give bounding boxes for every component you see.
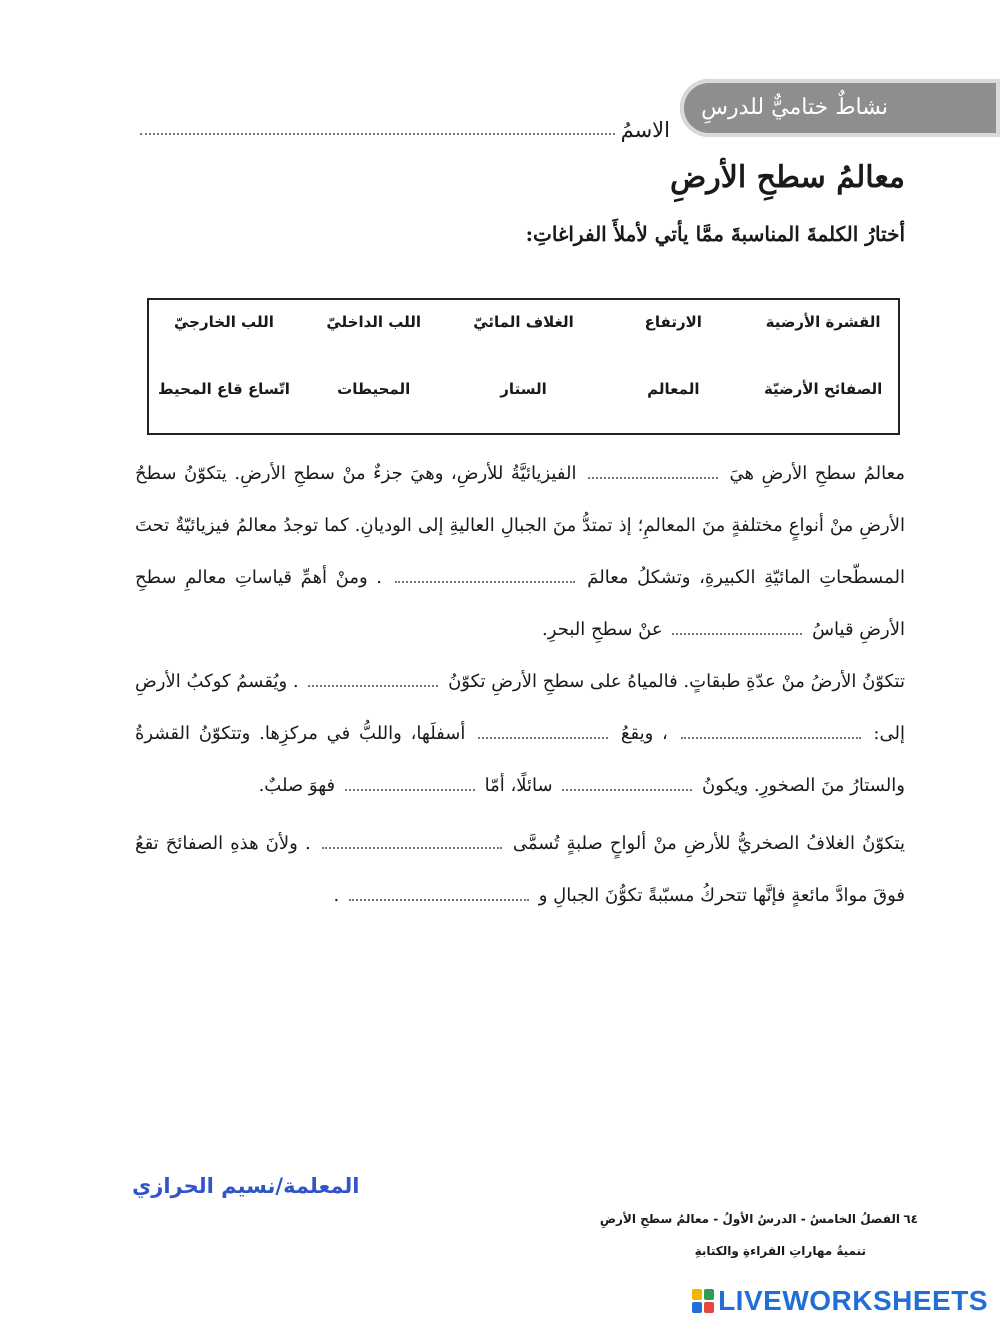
teacher-name: المعلمة/نسيم الحرازي — [132, 1174, 360, 1198]
word-bank-item: الغلاف المائيّ — [473, 313, 574, 331]
word-bank-row-2 — [149, 380, 898, 410]
logo-icon-square — [692, 1289, 702, 1300]
paragraph-text: ، ويقعُ — [620, 723, 668, 744]
paragraph-text: معالمُ سطحِ الأرضِ هيَ — [729, 463, 905, 484]
word-bank-row-1 — [149, 313, 898, 343]
word-bank — [147, 298, 900, 435]
word-bank-item: اللب الخارجيّ — [174, 313, 274, 331]
activity-tab — [680, 79, 1000, 137]
paragraph-text: سائلًا، أمّا — [484, 775, 553, 796]
liveworksheets-logo[interactable] — [692, 1284, 988, 1318]
logo-icon-square — [704, 1289, 714, 1300]
instructions: أختارُ الكلمةَ المناسبةَ ممَّا يأتي لأملأَ الفراغاتِ: — [525, 222, 905, 246]
activity-tab-label: نشاطٌ ختاميٌّ للدرسِ — [701, 95, 888, 120]
paragraph-text: . ولأنَ هذهِ الصفائحَ تقعُ فوقَ موادَّ مائعةٍ فإنَّها تتحركُ مسبّبةً تكوُّنَ الجبالِ و — [135, 833, 905, 906]
word-bank-item: المعالم — [647, 380, 700, 398]
page-title: معالمُ سطحِ الأرضِ — [670, 160, 905, 195]
blank-input-9[interactable] — [322, 833, 502, 849]
word-bank-item: الارتفاع — [644, 313, 702, 331]
paragraph-text: فهوَ صلبٌ. — [258, 775, 336, 796]
word-bank-item: اللب الداخليّ — [326, 313, 422, 331]
student-name-row — [140, 112, 670, 142]
blank-input-6[interactable] — [478, 723, 608, 739]
logo-icon-square — [692, 1302, 702, 1313]
logo-icon — [692, 1289, 714, 1313]
paragraph-text: . — [333, 885, 340, 906]
word-bank-item: القشرة الأرضية — [765, 313, 881, 331]
paragraph-text: . ومنْ أهمِّ قياساتِ معالمِ سطحِ الأرضِ قياسُ — [135, 567, 905, 640]
paragraph-text: الفيزيائيَّةُ للأرضِ، وهيَ جزءٌ منْ سطحِ الأرضِ. يتكوّنُ سطحُ الأرضِ منْ أنواعٍ مختلفةٍ منَ المعالمِ؛ إذ تمتدُّ منَ الجبالِ العاليةِ إلى الوديانِ. كما توجدُ معالمُ فيزيائيّةٌ تحتَ المسطّحاتِ المائيّةِ الكبيرةِ، وتشكلُ معالمَ — [135, 463, 905, 588]
blank-input-2[interactable] — [395, 567, 575, 583]
footer-skill: تنميةُ مهاراتِ القراءةِ والكتابةِ — [694, 1244, 866, 1258]
word-bank-item: الصفائح الأرضيّة — [763, 380, 883, 398]
word-bank-item: اتّساع قاع المحيط — [157, 380, 290, 398]
name-label: الاسمُ — [620, 118, 670, 142]
blank-input-4[interactable] — [308, 671, 438, 687]
logo-text: LIVEWORKSHEETS — [718, 1285, 988, 1316]
paragraph-landforms — [135, 448, 905, 656]
paragraph-text: يتكوّنُ الغلافُ الصخريُّ للأرضِ منْ ألواحٍ صلبةٍ تُسمَّى — [512, 833, 905, 854]
footer-chapter: الفصلُ الخامسُ - الدرسُ الأولُ - معالمُ سطحِ الأرضِ — [599, 1212, 900, 1226]
blank-input-1[interactable] — [588, 463, 718, 479]
word-bank-item: المحيطات — [337, 380, 411, 398]
name-field[interactable] — [140, 133, 615, 135]
logo-icon-square — [704, 1302, 714, 1313]
blank-input-5[interactable] — [681, 723, 861, 739]
paragraph-plates — [135, 818, 905, 922]
paragraph-text: أسفلَها، واللبُّ في مركزِها. وتتكوّنُ القشرةُ والستارُ منَ الصخورِ. ويكونُ — [135, 723, 905, 796]
blank-input-7[interactable] — [562, 775, 692, 791]
blank-input-8[interactable] — [345, 775, 475, 791]
paragraph-earth-layers — [135, 656, 905, 812]
blank-input-3[interactable] — [672, 619, 802, 635]
paragraph-text: . ويُقسمُ كوكبُ الأرضِ إلى: — [135, 671, 905, 744]
page-number-text: ٦٤ — [903, 1212, 918, 1226]
paragraph-text: عنْ سطحِ البحرِ. — [542, 619, 663, 640]
paragraph-text: تتكوّنُ الأرضُ منْ عدّةِ طبقاتٍ. فالمياهُ على سطحِ الأرضِ تكوّنُ — [448, 671, 905, 692]
word-bank-item: الستار — [500, 380, 547, 398]
blank-input-10[interactable] — [349, 885, 529, 901]
